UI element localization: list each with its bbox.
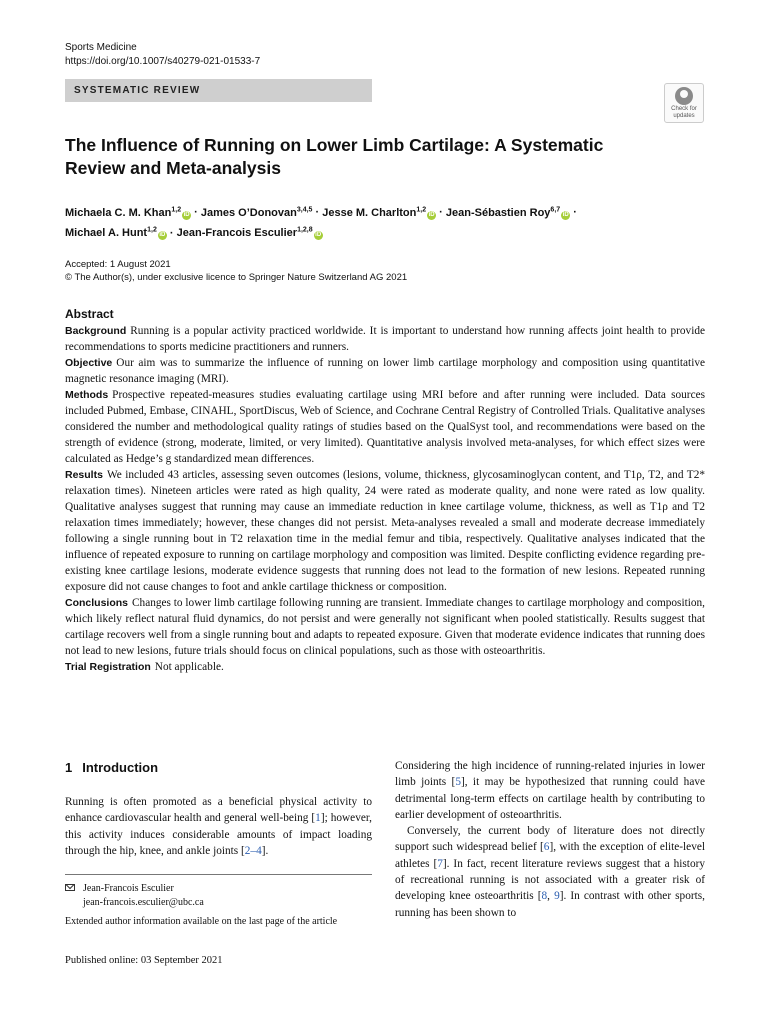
author-6[interactable]: Jean-Francois Esculier$^{1,2,8}$iD [176, 226, 322, 240]
check-updates-label-2: updates [673, 113, 695, 119]
check-updates-icon [675, 87, 693, 105]
orcid-icon[interactable]: iD [183, 211, 190, 218]
abstract [65, 306, 705, 675]
corresponding-author-footnote: Jean-Francois Esculier jean-francois.esculier@ubc.ca [65, 882, 372, 910]
citation-link[interactable]: 7 [437, 857, 443, 870]
orcid-icon[interactable]: iD [428, 211, 435, 218]
abstract-results: Results We included 43 articles, assessing seven outcomes (lesions, volume, thickness, glycosaminoglycan content, and T1ρ, T2, and T2* relaxation times). Nineteen articles were rated as high quality, 24 were rated as moderate quality, and none were rated as low quality. Qualitative analyses suggest that running may cause an immediate reduction in knee cartilage volume, thickness, as well as T1ρ and T2 relaxation times immediately; however, these changes did not persist. Meta-analyses revealed a small and moderate decrease immediately following a single running bout in T2 relaxation time in the medial femur and tibia, respectively. Qualitative analyses indicated that the influence of repeated exposure to running on cartilage morphology and composition was limited. Despite conflicting evidence regarding pre-existing knee cartilage lesions, moderate evidence suggests that running does not lead to the formation of new lesions. Repeated running exposure did not cause changes to foot and ankle cartilage thickness or composition. [65, 469, 705, 593]
article-title: The Influence of Running on Lower Limb Cartilage: A Systematic Review and Meta-analysis [65, 135, 604, 178]
author-5[interactable]: Michael A. Hunt$^{1,2}$iD [65, 226, 166, 240]
journal-name: Sports Medicine [65, 42, 137, 53]
doi-link[interactable]: https://doi.org/10.1007/s40279-021-01533-7 [65, 56, 261, 67]
accepted-date: Accepted: 1 August 2021 [65, 259, 171, 270]
abstract-conclusions: Conclusions Changes to lower limb cartilage following running are transient. Immediate changes to cartilage morphology and composition, which likely reflect natural fluid dynamics, do not persist and were generally not significant when pooled statistically. Results suggest that cartilage recovers well from a single running bout and adapts to repeated exposure. Given that moderate evidence indicates that running does not lead to new lesions, future trials should focus on clinical populations, such as those with osteoarthritis. [65, 597, 705, 657]
right-column [395, 758, 705, 921]
abstract-heading: Abstract [65, 307, 114, 321]
abstract-methods: Methods Prospective repeated-measures studies evaluating cartilage using MRI before and after running were included. Data sources included Pubmed, Embase, CINAHL, SportDiscus, Web of Science, and Cochrane Central Registry of Controlled Trials. Qualitative analyses considered the number and methodological quality ratings of studies based on the QualSyst tool, and recommendations were based on the strength of evidence (strong, moderate, limited, or very limited). Quantitative analysis involved meta-analyses, for which effect sizes were calculated as Hedge’s g standardized mean differences. [65, 389, 705, 465]
author-1[interactable]: Michaela C. M. Khan$^{1,2}$iD [65, 206, 190, 219]
published-online-date: Published online: 03 September 2021 [65, 955, 223, 966]
check-updates-label-1: Check for [671, 106, 697, 112]
extended-author-info-note: Extended author information available on the last page of the article [65, 916, 338, 927]
intro-paragraph-2: Considering the high incidence of running-related injuries in lower limb joints [5], it may be hypothesized that running could have detrimental long-term effects on cartilage health by contributing to earlier development of osteoarthritis. [395, 760, 706, 821]
abstract-background: Background Running is a popular activity practiced worldwide. It is important to understand how running affects joint health to provide recommendations to sports medicine practitioners and runners. [65, 325, 705, 353]
author-2[interactable]: James O’Donovan$^{3,4,5}$ [200, 206, 313, 219]
abstract-trial-registration: Trial Registration Not applicable. [65, 661, 224, 673]
section-heading-introduction: 1 Introduction [65, 760, 159, 775]
orcid-icon[interactable]: iD [159, 232, 166, 239]
citation-link[interactable]: 2–4 [244, 844, 262, 857]
citation-link[interactable]: 8 [541, 890, 548, 903]
intro-paragraph-1: Running is often promoted as a beneficial physical activity to enhance cardiovascular health and general well-being [1]; however, this activity induces considerable amounts of impact loading through the hip, knee, and ankle joints [2–4]. [65, 796, 372, 857]
corresponding-email[interactable]: jean-francois.esculier@ubc.ca [83, 897, 204, 908]
orcid-icon[interactable]: iD [315, 232, 322, 239]
footnote-divider [65, 874, 372, 875]
left-column [65, 758, 372, 859]
citation-link[interactable]: 1 [315, 812, 321, 825]
citation-link[interactable]: 5 [455, 776, 461, 789]
orcid-icon[interactable]: iD [562, 211, 569, 218]
intro-paragraph-3: Conversely, the current body of literature does not directly support such widespread belief [6], with the exception of elite-level athletes [7]. In fact, recent literature reviews suggest that a history of recreational running is not associated with a greater risk of developing knee osteoarthritis [8, 9]. In contrast with other sports, running has been shown to [395, 825, 705, 919]
author-4[interactable]: Jean-Sébastien Roy$^{6,7}$iD [445, 206, 569, 219]
author-3[interactable]: Jesse M. Charlton$^{1,2}$iD [322, 206, 435, 219]
copyright-line: © The Author(s), under exclusive licence to Springer Nature Switzerland AG 2021 [65, 272, 408, 283]
citation-link[interactable]: 9 [554, 890, 560, 903]
check-for-updates-badge[interactable] [664, 83, 704, 123]
author-list: Michaela C. M. Khan$^{1,2}$iD · James O’Donovan$^{3,4,5}$ · Jesse M. Charlton$^{1,2}$iD · Jean-Sébastien Roy$^{6,7}$iD · Michael A. Hunt$^{1,2}$iD · Jean-Francois Esculier$^{1,2,8}$iD [65, 206, 577, 240]
abstract-objective: Objective Our aim was to summarize the influence of running on lower limb cartilage morphology and composition using quantitative magnetic resonance imaging (MRI). [65, 357, 705, 385]
citation-link[interactable]: 6 [543, 841, 550, 854]
envelope-icon [65, 884, 75, 891]
article-type-banner: SYSTEMATIC REVIEW [65, 79, 372, 102]
